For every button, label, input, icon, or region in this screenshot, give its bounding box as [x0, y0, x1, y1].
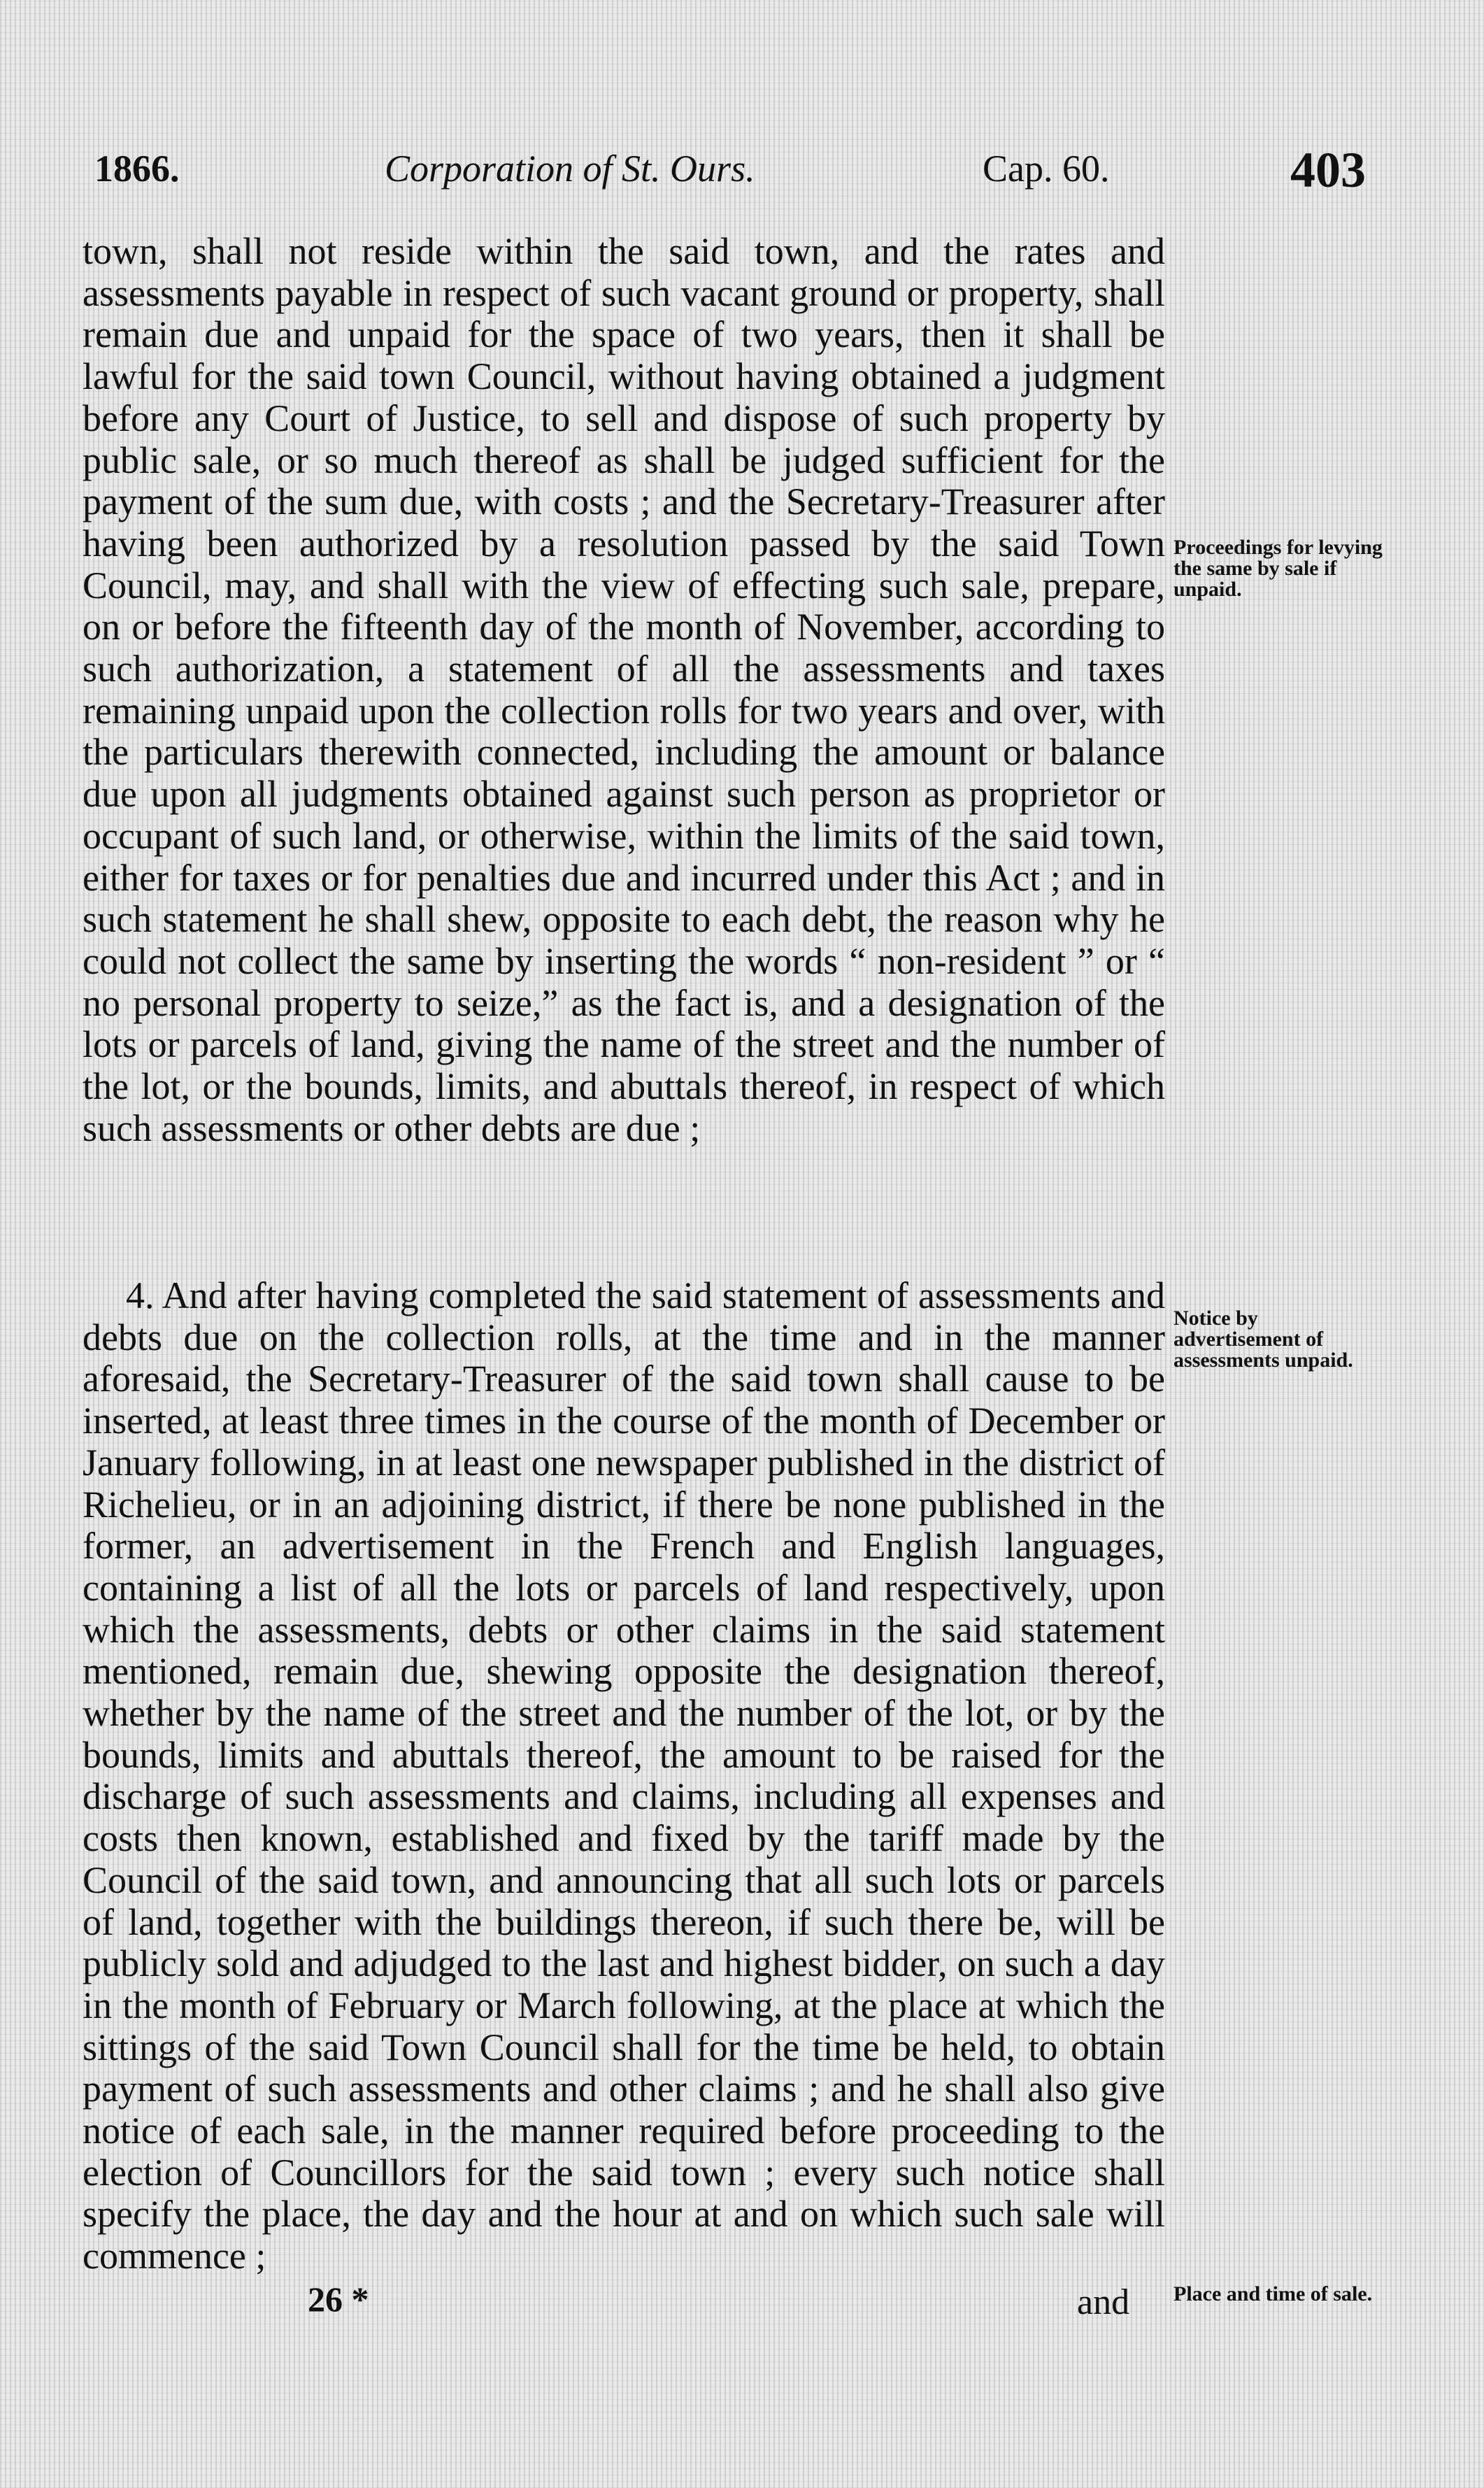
body-paragraph-2 — [83, 1275, 1165, 2277]
header-chapter: Cap. 60. — [983, 148, 1110, 190]
body-paragraph-1 — [83, 231, 1165, 1149]
header-year: 1866. — [94, 148, 180, 190]
margin-note-proceedings: Proceedings for levying the same by sale if unpaid. — [1173, 536, 1383, 601]
signature-mark: 26 * — [308, 2280, 369, 2319]
header-title: Corporation of St. Ours. — [385, 148, 755, 190]
paragraph-2-text: 4. And after having completed the said statement of assessments and debts due on the collection rolls, at the time and in the manner aforesaid, the Secretary-Treasurer of the said town shall cause to be inserted, at least three times in the course of the month of December or January following, in at least one newspaper published in the district of Richelieu, or in an adjoining district, if there be none published in the former, an advertisement in the French and English languages, containing a list of all the lots or parcels of land respectively, upon which the assessments, debts or other claims in the said statement mentioned, remain due, shewing opposite the designation thereof, whether by the name of the street and the number of the lot, or by the bounds, limits and abuttals thereof, the amount to be raised for the discharge of such assessments and claims, including all expenses and costs then known, established and fixed by the tariff made by the Council of the said town, and announcing that all such lots or parcels of land, together with the buildings thereon, if such there be, will be publicly sold and adjudged to the last and highest bidder, on such a day in the month of February or March following, at the place at which the sittings of the said Town Council shall for the time be held, to obtain payment of such assessments and other claims ; and he shall also give notice of each sale, in the manner required before proceeding to the election of Councillors for the said town ; every such notice shall specify the place, the day and the hour at and on which such sale will commence ; — [83, 1274, 1165, 2277]
paragraph-1-text: town, shall not reside within the said town, and the rates and assessments payable in respect of such vacant ground or property, shall remain due and unpaid for the space of two years, then it shall be lawful for the said town Council, without having obtained a judgment before any Court of Justice, to sell and dispose of such property by public sale, or so much thereof as shall be judged sufficient for the payment of the sum due, with costs ; and the Secretary-Treasurer after having been authorized by a resolution passed by the said Town Council, may, and shall with the view of effecting such sale, prepare, on or before the fifteenth day of the month of November, according to such authorization, a statement of all the assessments and taxes remaining unpaid upon the collection rolls for two years and over, with the particulars therewith connected, including the amount or balance due upon all judgments obtained against such person as proprietor or occupant of such land, or otherwise, within the limits of the said town, either for taxes or for penalties due and incurred under this Act ; and in such statement he shall shew, opposite to each debt, the reason why he could not collect the same by inserting the words “ non-resident ” or “ no personal property to seize,” as the fact is, and a designation of the lots or parcels of land, giving the name of the street and the number of the lot, or the bounds, limits, and abuttals thereof, in respect of which such assessments or other debts are due ; — [83, 230, 1165, 1149]
running-header — [0, 140, 1484, 203]
page-number: 403 — [1290, 142, 1366, 198]
catchword: and — [1077, 2282, 1130, 2322]
margin-note-place-time: Place and time of sale. — [1173, 2282, 1373, 2305]
margin-note-notice: Notice by advertisement of assessments unpaid. — [1173, 1307, 1353, 1372]
